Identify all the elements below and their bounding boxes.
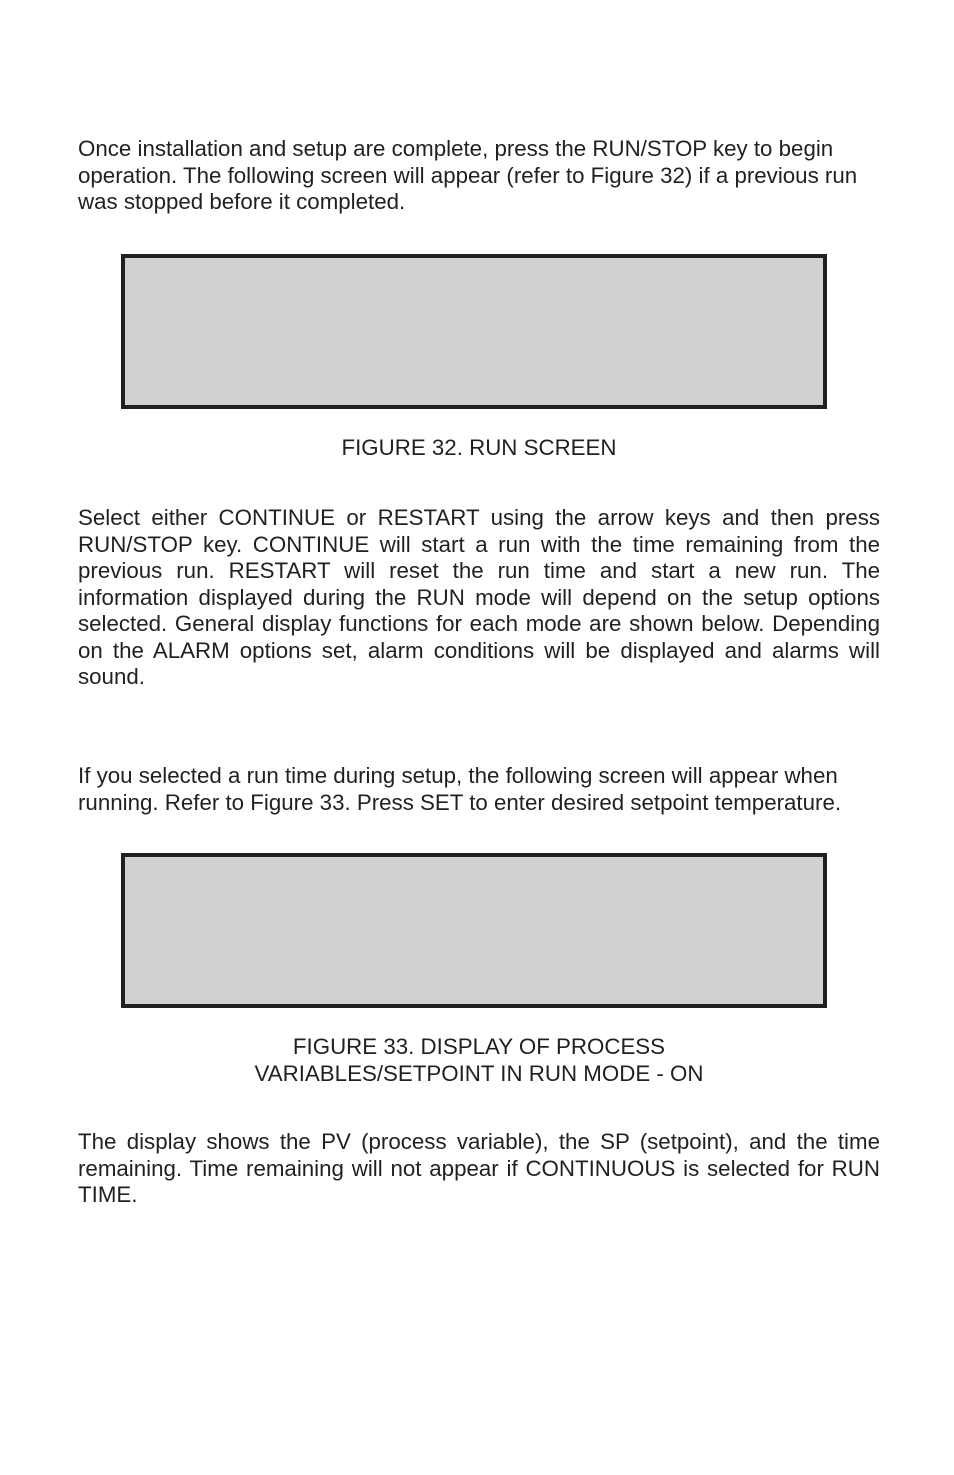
run-screen-display [121, 254, 827, 409]
display-description-paragraph: The display shows the PV (process variable), the SP (setpoint), and the time remaining. Time remaining will not appear if CONTINUOUS is selected for RUN TIME. [78, 1129, 880, 1207]
intro-paragraph: Once installation and setup are complete, press the RUN/STOP key to begin operation. The following screen will appear (refer to Figure 32) if a previous run was stopped before it completed. [78, 136, 858, 214]
figure-33-caption-line-1: FIGURE 33. DISPLAY OF PROCESS [292, 1034, 666, 1059]
process-variables-display [121, 853, 827, 1008]
select-continue-restart-paragraph: Select either CONTINUE or RESTART using the arrow keys and then press RUN/STOP key. CONTINUE will start a run with the time remaining from the previous run. RESTART will reset the run time and start a new run. The information displayed during the RUN mode will depend on the setup options selected. General display functions for each mode are shown below. Depending on the ALARM options set, alarm conditions will be displayed and alarms will sound. [78, 505, 880, 689]
figure-33-caption-line-2: VARIABLES/SETPOINT IN RUN MODE - ON [254, 1060, 704, 1086]
figure-32-caption: FIGURE 32. RUN SCREEN [341, 435, 617, 460]
run-time-paragraph: If you selected a run time during setup, the following screen will appear when running. Refer to Figure 33. Press SET to enter desired setpoint temperature. [78, 763, 842, 815]
figure-33-caption [78, 1034, 880, 1087]
